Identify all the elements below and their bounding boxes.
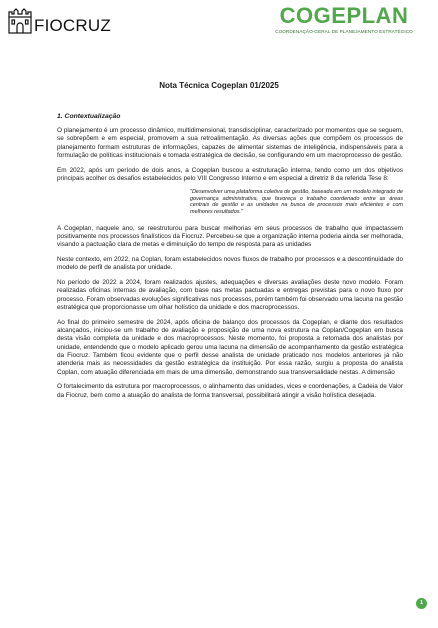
section-heading: 1. Contextualização — [57, 113, 121, 120]
paragraph: No período de 2022 a 2024, foram realizados ajustes, adequações e diversas avaliações deste novo modelo. Foram realizadas oficinas internas de avaliação, com base nas metas pactuadas e entregas previstas para o novo fluxo por processo. Foram observadas evoluções significativas nos processos, porém também foi observado uma lacuna na gestão estratégica que proporcionasse um olhar holístico da unidade e dos macroprocessos. — [57, 279, 403, 312]
paragraph: Neste contexto, em 2022, na Coplan, foram estabelecidos novos fluxos de trabalho por processos e a descontinuidade do modelo de perfil de analista por unidade. — [57, 256, 403, 272]
paragraph: Em 2022, após um período de dois anos, a Cogeplan buscou a estruturação interna, tendo como um dos objetivos principais acolher os desafios estabelecidos pelo VIII Congresso Interno e em especial a diretriz 8 da referida Tese 8: — [57, 166, 403, 182]
cogeplan-wordmark: COGEPLAN — [279, 3, 409, 28]
paragraph: O fortalecimento da estrutura por macroprocessos, o alinhamento das unidades, vices e coordenações, a Cadeia de Valor da Fiocruz, bem como a atuação do analista de forma transversal, possibilitará atingir a visão holística desejada. — [57, 383, 403, 399]
cogeplan-logo — [264, 4, 424, 35]
document-body — [57, 112, 403, 407]
paragraph: A Cogeplan, naquele ano, se reestruturou para buscar melhorias em seus processos de trabalho que impactassem positivamente nos processos finalísticos da Fiocruz. Percebeu-se que a organização interna poderia ainda ser melhorada, visando a pactuação clara de metas e diminuição do tempo de resposta para as unidades — [57, 224, 403, 249]
fiocruz-logo — [8, 8, 111, 34]
block-quote: "Desenvolver uma plataforma coletiva de gestão, baseada em um modelo integrado de governança administrativa, que favoreça o trabalho coordenado entre as áreas centrais de gestão e as unidades na busca de processos mais eficientes e com melhores resultados." — [190, 189, 403, 216]
paragraph: O planejamento é um processo dinâmico, multidimensional, transdisciplinar, caracterizado por momentos que se seguem, se sobrepõem e em especial, promovem a sua retroalimentação. As diversas ações que compõem os processos de planejamento formam estruturas de informações, capazes de alimentar sistemas de inteligência, indispensáveis para a formulação de políticas institucionais e tomada estratégica de decisão, se configurando em um macroprocesso de gestão. — [57, 127, 403, 159]
cogeplan-subtitle: COORDENAÇÃO-GERAL DE PLANEJAMENTO ESTRATÉGICO — [275, 29, 413, 34]
page-number-badge: 1 — [416, 598, 427, 609]
fiocruz-castle-icon — [8, 8, 32, 34]
document-title: Nota Técnica Cogeplan 01/2025 — [159, 81, 279, 90]
fiocruz-wordmark: FIOCRUZ — [34, 16, 111, 35]
paragraph: Ao final do primeiro semestre de 2024, após oficina de balanço dos processos da Cogeplan, e diante dos resultados alcançados, iniciou-se um trabalho de avaliação e proposição de uma nova estrutura na Coplan/Cogeplan em busca desta visão completa da unidade e dos macroprocessos. Neste momento, foi proposta a retomada dos analistas por unidade, entendendo que o modelo aplicado gerou uma lacuna na dimensão de acompanhamento da gestão estratégica da Fiocruz. Também ficou evidente que o perfil desse analista de unidade praticado nos modelos anteriores já não atenderia mais as necessidades da gestão estratégica da instituição. Por essa razão, surgiu a proposta do analista Coplan, com atuação diferenciada em mais de uma dimensão, demonstrando sua transversalidade nestas. A dimensão — [57, 318, 403, 376]
